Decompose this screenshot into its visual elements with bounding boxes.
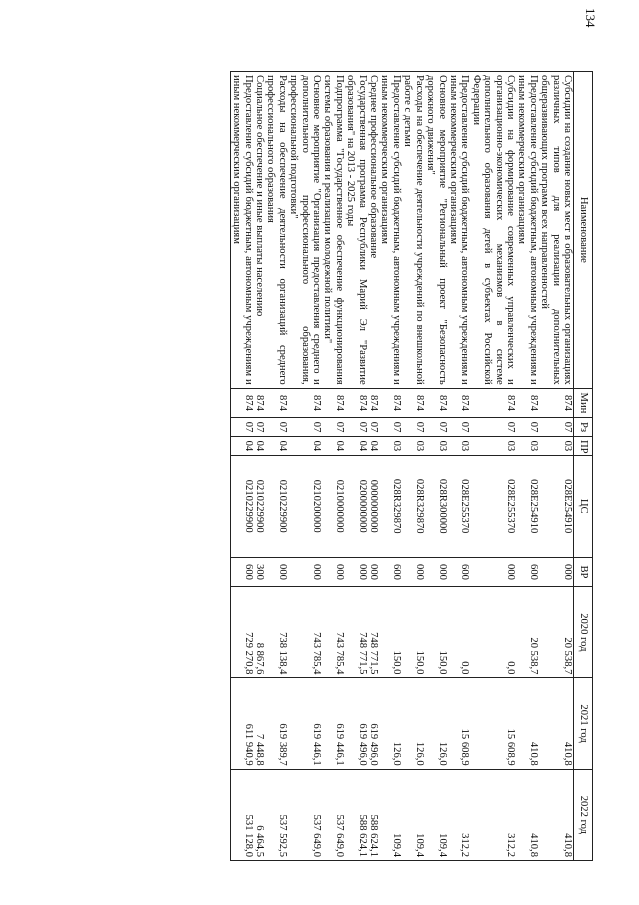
- table-row: [345, 72, 368, 861]
- row-2020: 8 867,6: [254, 587, 265, 678]
- row-2021: 126,0: [425, 678, 448, 769]
- row-name: Государственная программа Республики Марий Эл "Развитие образования" на 2013 - 2025 годы: [345, 72, 368, 389]
- table-row: [425, 72, 448, 861]
- row-pr: 03: [448, 436, 471, 455]
- row-pr: 04: [230, 436, 253, 455]
- header-name: Наименование: [574, 72, 593, 389]
- row-min: 874: [379, 388, 402, 418]
- row-2021: 126,0: [379, 678, 402, 769]
- row-rz: 07: [254, 418, 265, 437]
- row-2021: 15 608,9: [448, 678, 471, 769]
- table-row: [265, 72, 288, 861]
- row-2020: 729 270,8: [230, 587, 253, 678]
- row-name: Субсидии на создание новых мест в образовательных организациях различных типов для реализации дополнительных общеразвивающих программ всех направленностей: [539, 72, 574, 389]
- row-rz: 07: [539, 418, 574, 437]
- row-min: 874: [230, 388, 253, 418]
- row-2020: 0,0: [448, 587, 471, 678]
- row-min: 874: [516, 388, 539, 418]
- row-2021: 619 496,0: [345, 678, 368, 769]
- row-name: Расходы на обеспечение деятельности учреждений по внешкольной работе с детьми: [402, 72, 425, 389]
- row-rz: 07: [345, 418, 368, 437]
- row-rz: 07: [265, 418, 288, 437]
- row-min: 874: [345, 388, 368, 418]
- row-2021: 619 389,7: [265, 678, 288, 769]
- row-pr: 03: [379, 436, 402, 455]
- row-min: 874: [254, 388, 265, 418]
- table-row: [230, 72, 253, 861]
- row-2020: 20 538,7: [539, 587, 574, 678]
- header-pr: ПР: [574, 436, 593, 455]
- row-2022: 531 128,0: [230, 769, 253, 860]
- row-2022: 312,2: [448, 769, 471, 860]
- header-rz: Рз: [574, 418, 593, 437]
- row-min: 874: [368, 388, 379, 418]
- row-min: 874: [448, 388, 471, 418]
- row-vr: 000: [368, 557, 379, 587]
- row-cs: 0210229900: [254, 455, 265, 557]
- row-rz: 07: [470, 418, 516, 437]
- row-cs: 0200000000: [345, 455, 368, 557]
- header-2022: 2022 год: [574, 769, 593, 860]
- row-min: 874: [288, 388, 322, 418]
- row-2020: 150,0: [425, 587, 448, 678]
- row-2021: 410,8: [539, 678, 574, 769]
- row-2021: 15 608,9: [470, 678, 516, 769]
- row-min: 874: [425, 388, 448, 418]
- page-number: 134: [583, 8, 598, 28]
- row-2020: 748 771,5: [368, 587, 379, 678]
- row-name: Предоставление субсидий бюджетным, автономным учреждениям и иным некоммерческим организациям: [448, 72, 471, 389]
- row-pr: 04: [322, 436, 345, 455]
- row-2022: 588 624,1: [345, 769, 368, 860]
- row-min: 874: [265, 388, 288, 418]
- table-row: [288, 72, 322, 861]
- table-row: [402, 72, 425, 861]
- row-2022: 109,4: [379, 769, 402, 860]
- table-row: [448, 72, 471, 861]
- row-vr: 000: [539, 557, 574, 587]
- table-row: [368, 72, 379, 861]
- table-header: [574, 72, 593, 861]
- row-cs: 028R329870: [379, 455, 402, 557]
- row-2021: 619 446,1: [322, 678, 345, 769]
- row-rz: 07: [322, 418, 345, 437]
- row-2021: 7 448,8: [254, 678, 265, 769]
- row-2022: 537 649,0: [322, 769, 345, 860]
- row-vr: 600: [379, 557, 402, 587]
- row-2021: 619 446,1: [288, 678, 322, 769]
- row-cs: 028E255370: [470, 455, 516, 557]
- row-cs: 0210000000: [322, 455, 345, 557]
- row-2020: 743 785,4: [288, 587, 322, 678]
- row-vr: 600: [448, 557, 471, 587]
- row-vr: 600: [516, 557, 539, 587]
- row-rz: 07: [230, 418, 253, 437]
- table-row: [470, 72, 516, 861]
- row-pr: 03: [402, 436, 425, 455]
- row-vr: 600: [230, 557, 253, 587]
- table-body: [230, 72, 573, 861]
- row-pr: 03: [516, 436, 539, 455]
- row-2021: 410,8: [516, 678, 539, 769]
- row-name: Социальное обеспечение и иные выплаты населению: [254, 72, 265, 389]
- row-2020: 150,0: [402, 587, 425, 678]
- row-cs: 028E254910: [516, 455, 539, 557]
- row-vr: 000: [288, 557, 322, 587]
- row-2022: 588 624,1: [368, 769, 379, 860]
- row-2022: 537 649,0: [288, 769, 322, 860]
- budget-table: [230, 71, 593, 861]
- row-name: Предоставление субсидий бюджетным, автономным учреждениям и иным некоммерческим организациям: [516, 72, 539, 389]
- row-2022: 109,4: [402, 769, 425, 860]
- row-2020: 150,0: [379, 587, 402, 678]
- row-cs: 028E255370: [448, 455, 471, 557]
- row-name: Среднее профессиональное образование: [368, 72, 379, 389]
- row-name: Основное мероприятие "Организация предоставления среднего и дополнительного профессионального образования, профессиональной подготовки": [288, 72, 322, 389]
- row-2022: 312,2: [470, 769, 516, 860]
- row-rz: 07: [448, 418, 471, 437]
- row-vr: 000: [470, 557, 516, 587]
- header-2021: 2021 год: [574, 678, 593, 769]
- row-2020: 738 138,4: [265, 587, 288, 678]
- row-name: Предоставление субсидий бюджетным, автономным учреждениям и иным некоммерческим организациям: [379, 72, 402, 389]
- row-cs: 028E254910: [539, 455, 574, 557]
- row-rz: 07: [425, 418, 448, 437]
- row-min: 874: [402, 388, 425, 418]
- row-2022: 109,4: [425, 769, 448, 860]
- row-pr: 04: [254, 436, 265, 455]
- row-name: Основное мероприятие "Региональный проект "Безопасность дорожного движения": [425, 72, 448, 389]
- row-name: Расходы на обеспечение деятельности организаций среднего профессионального образования: [265, 72, 288, 389]
- row-min: 874: [470, 388, 516, 418]
- row-2020: 743 785,4: [322, 587, 345, 678]
- row-name: Субсидии на формирование современных управленческих и организационно-экономических механизмов в системе дополнительного образования детей в субъектах Российской Федерации: [470, 72, 516, 389]
- row-2020: 0,0: [470, 587, 516, 678]
- row-min: 874: [322, 388, 345, 418]
- row-vr: 000: [322, 557, 345, 587]
- row-2021: 619 496,0: [368, 678, 379, 769]
- row-pr: 04: [288, 436, 322, 455]
- table-row: [322, 72, 345, 861]
- row-vr: 000: [402, 557, 425, 587]
- row-rz: 07: [516, 418, 539, 437]
- row-2022: 410,8: [516, 769, 539, 860]
- row-cs: 0210200000: [288, 455, 322, 557]
- row-2022: 537 592,5: [265, 769, 288, 860]
- header-vr: ВР: [574, 557, 593, 587]
- row-2022: 410,8: [539, 769, 574, 860]
- row-rz: 07: [402, 418, 425, 437]
- row-cs: 0000000000: [368, 455, 379, 557]
- row-cs: 0210229900: [265, 455, 288, 557]
- row-vr: 000: [425, 557, 448, 587]
- row-pr: 04: [368, 436, 379, 455]
- row-pr: 03: [470, 436, 516, 455]
- row-rz: 07: [288, 418, 322, 437]
- header-2020: 2020 год: [574, 587, 593, 678]
- row-2020: 748 771,5: [345, 587, 368, 678]
- row-cs: 0210229900: [230, 455, 253, 557]
- table-row: [379, 72, 402, 861]
- rotated-budget-table: [63, 71, 593, 861]
- row-name: Подпрограмма "Государственное обеспечение функционирования системы образования и реализации молодежной политики": [322, 72, 345, 389]
- row-2021: 126,0: [402, 678, 425, 769]
- row-vr: 000: [265, 557, 288, 587]
- table-row: [254, 72, 265, 861]
- row-min: 874: [539, 388, 574, 418]
- row-2022: 6 464,5: [254, 769, 265, 860]
- row-rz: 07: [379, 418, 402, 437]
- row-pr: 03: [425, 436, 448, 455]
- header-min: Мин: [574, 388, 593, 418]
- row-pr: 04: [345, 436, 368, 455]
- row-vr: 000: [345, 557, 368, 587]
- row-pr: 04: [265, 436, 288, 455]
- table-row: [539, 72, 574, 861]
- row-cs: 028R329870: [402, 455, 425, 557]
- row-vr: 300: [254, 557, 265, 587]
- row-name: Предоставление субсидий бюджетным, автономным учреждениям и иным некоммерческим организациям: [230, 72, 253, 389]
- table-row: [516, 72, 539, 861]
- row-rz: 07: [368, 418, 379, 437]
- row-2020: 20 538,7: [516, 587, 539, 678]
- row-2021: 611 940,9: [230, 678, 253, 769]
- header-cs: ЦС: [574, 455, 593, 557]
- row-cs: 028R300000: [425, 455, 448, 557]
- row-pr: 03: [539, 436, 574, 455]
